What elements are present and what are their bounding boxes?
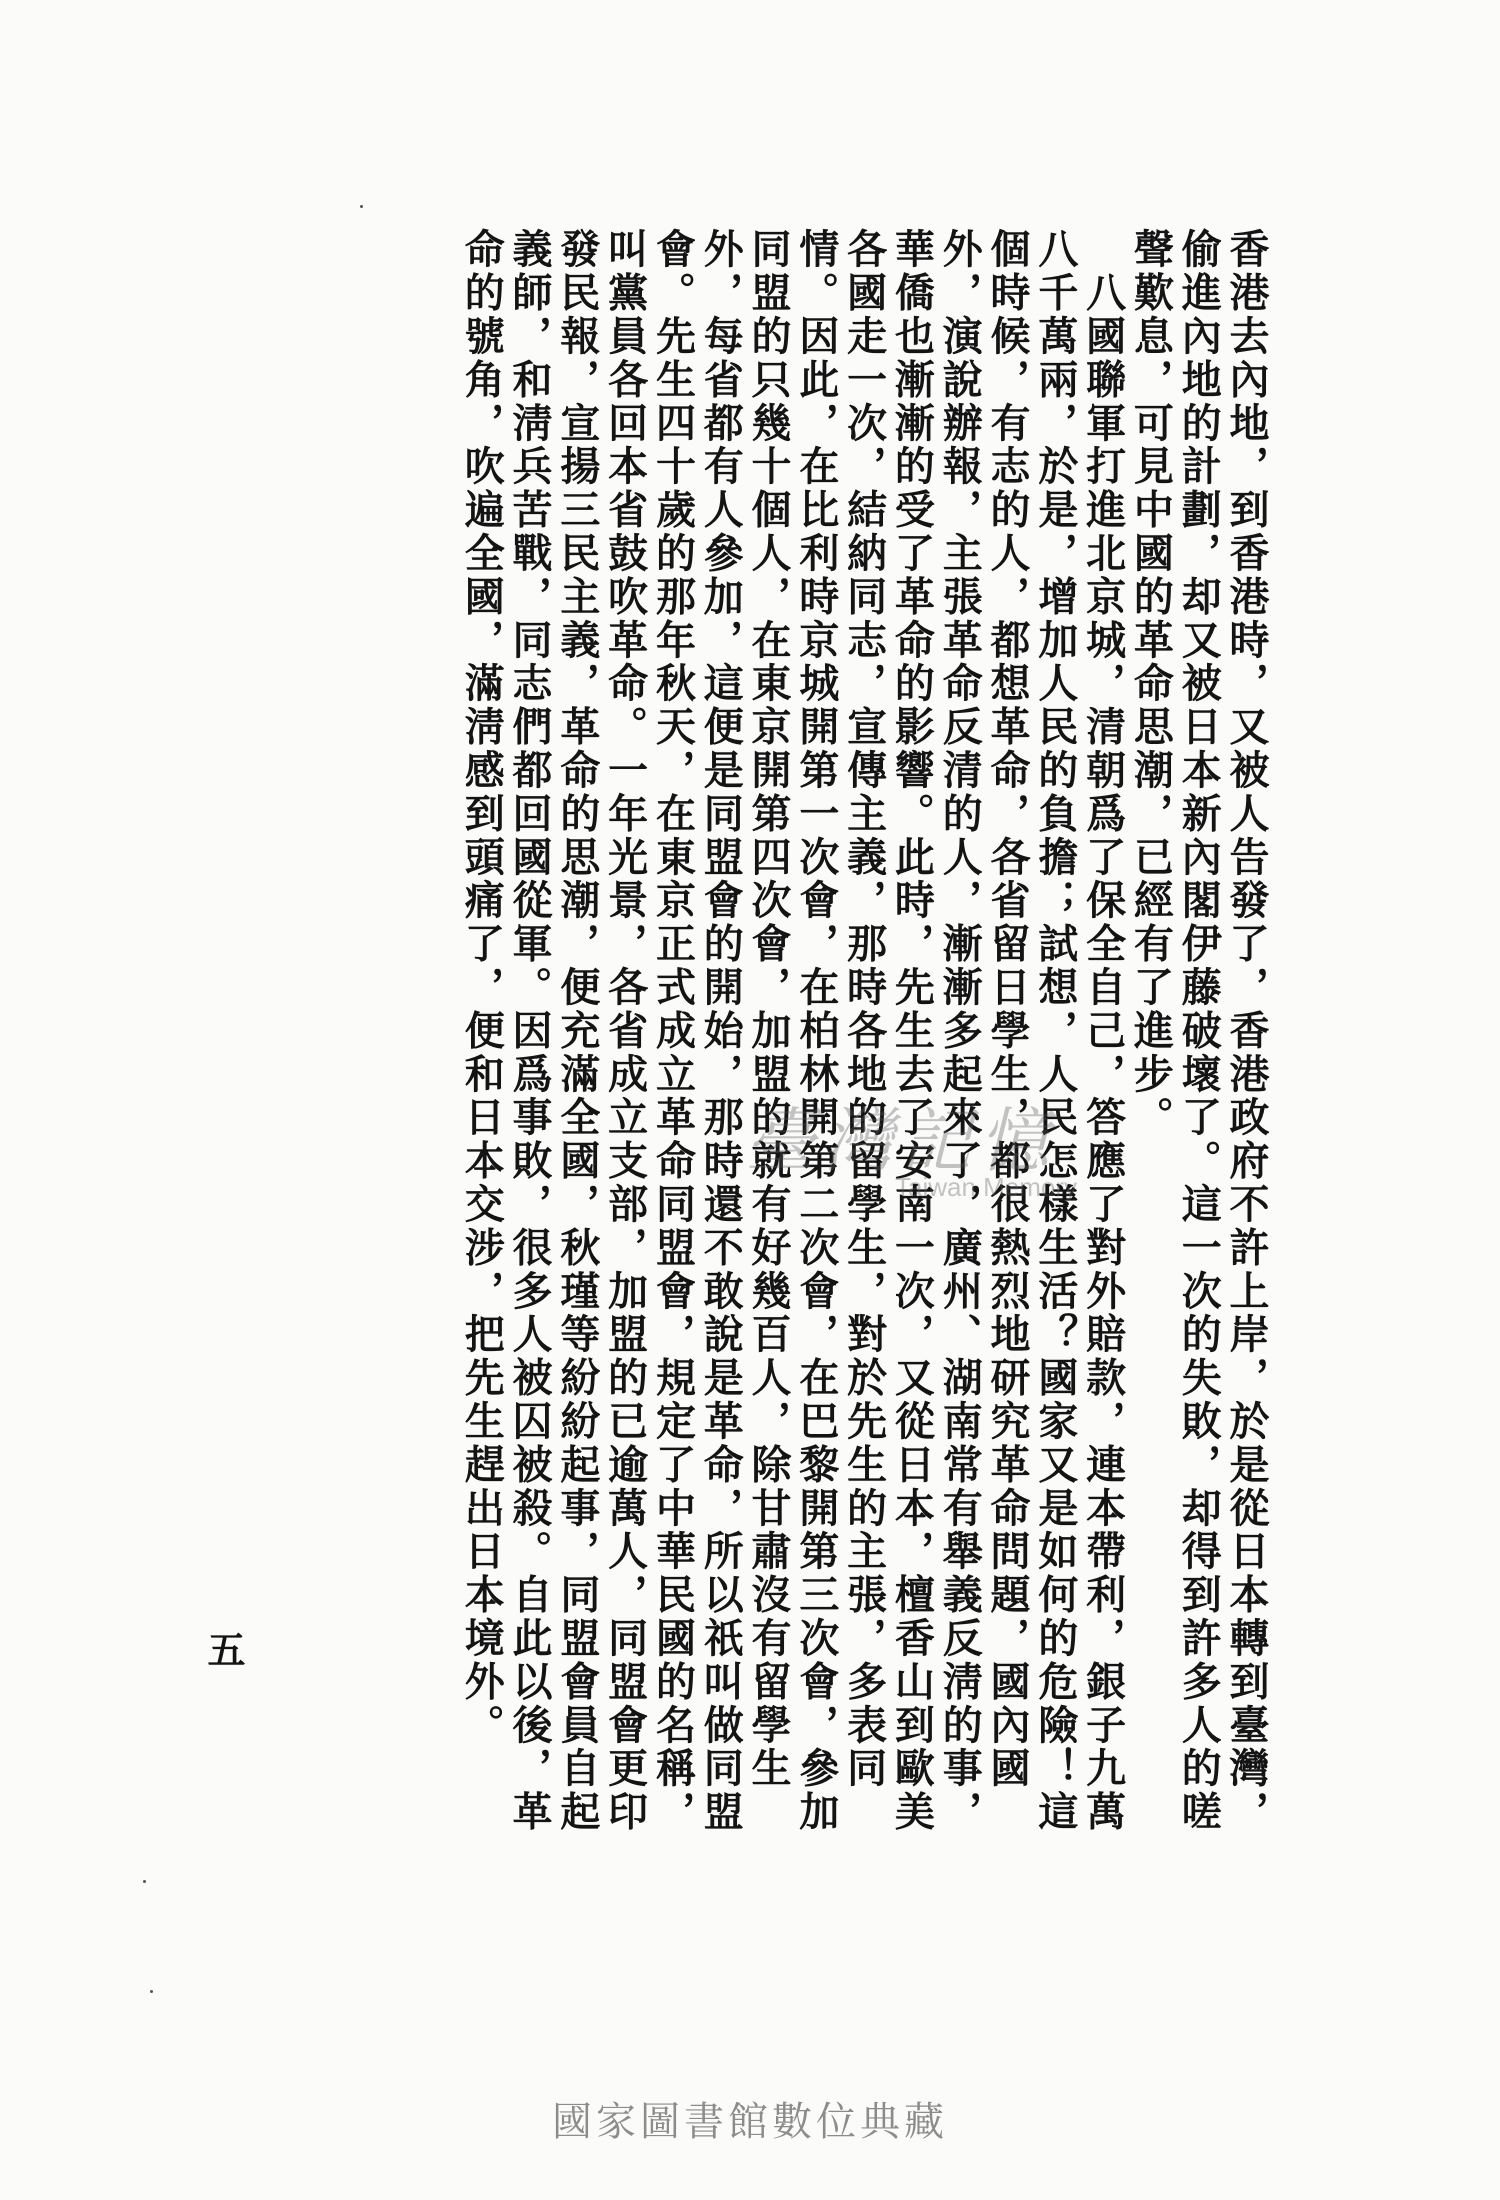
taiwan-memory-watermark xyxy=(745,1085,1077,1203)
library-footer: 國家圖書館數位典藏 xyxy=(552,2099,948,2145)
print-speck xyxy=(143,1880,146,1883)
page-number: 五 xyxy=(201,1630,246,1668)
print-speck xyxy=(150,1990,153,1993)
paragraph-2: 八國聯軍打進北京城，清朝爲了保全自己，答應了對外賠款，連本帶利，銀子九萬八千萬兩，於是，增加人民的負擔；試想，人民怎樣生活？國家又是如何的危險！這個時候，有志的人，都想革命，各省留日學生，都很熱烈地研究革命問題，國內國外，演說辦報，主張革命反清的人，漸漸多起來了，廣州、湖南常有舉義反淸的事，華僑也漸漸的受了革命的影響。此時，先生去了安南一次，又從日本，檀香山到歐美各國走一次，結納同志，宣傳主義，那時各地的留學生，對於先生的主張，多表同情。因此，在比利時京城開第一次會，在柏林開第二次會，在巴黎開第三次會，參加同盟的只幾十個人，在東京開第四次會，加盟的就有好幾百人，除甘肅沒有留學生外，每省都有人參加，這便是同盟會的開始，那時還不敢說是革命，所以祇叫做同盟會。先生四十歲的那年秋天，在東京正式成立革命同盟會，規定了中華民國的名稱，叫黨員各回本省鼓吹革命。一年光景，各省成立支部，加盟的已逾萬人，同盟會更印發民報，宣揚三民主義，革命的思潮，便充滿全國，秋瑾等紛紛起事，同盟會員自起義師，和淸兵苦戰，同志們都回國從軍。因爲事敗，很多人被囚被殺。自此以後，革命的號角，吹遍全國，滿淸感到頭痛了，便和日本交涉，把先生趕出日本境外。 xyxy=(458,228,1127,1834)
watermark-chinese: 臺灣記憶 xyxy=(745,1100,1057,1182)
paragraph-1: 香港去內地，到香港時，又被人告發了，香港政府不許上岸，於是從日本轉到臺灣，偷進內地的計劃，却又被日本新內閣伊藤破壞了。這一次的失敗，却得到許多人的嗟聲歎息，可見中國的革命思潮，已經有了進步。 xyxy=(1127,228,1270,1834)
print-speck xyxy=(360,205,363,208)
watermark-english: Taiwan Memory xyxy=(895,1172,1078,1202)
vertical-text-block xyxy=(457,228,1270,1868)
